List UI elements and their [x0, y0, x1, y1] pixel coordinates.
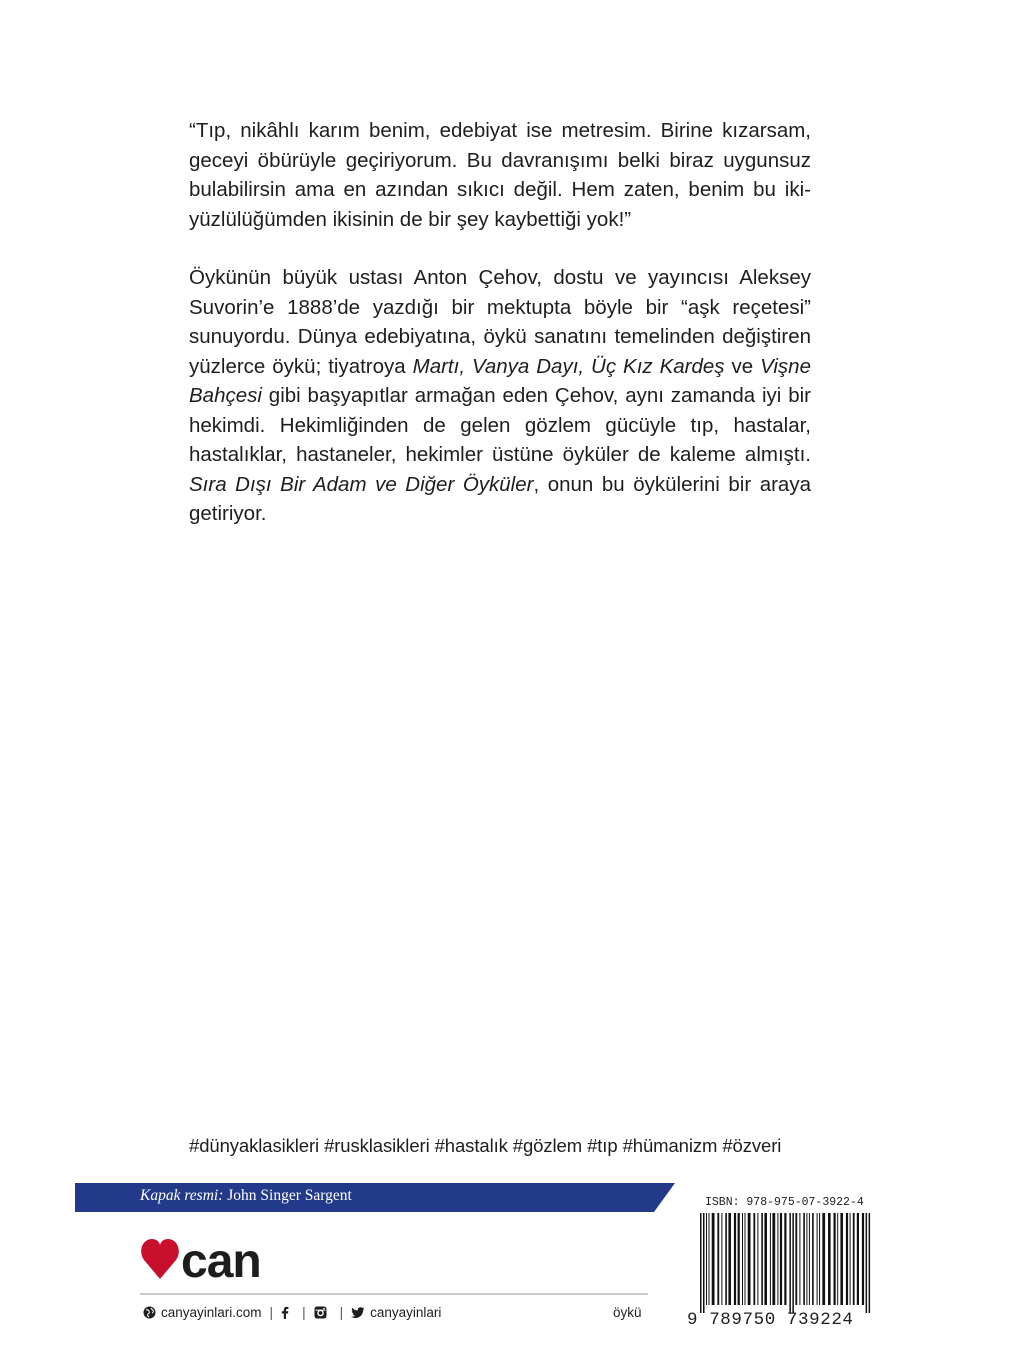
hashtags: #dünyaklasikleri #rusklasikleri #hastalık #gözlem #tıp #hümanizm #özveri [189, 1135, 782, 1156]
barcode-bar [822, 1213, 825, 1305]
logo-wordmark: can [181, 1236, 261, 1282]
book-title: Sıra Dışı Bir Adam ve Diğer Öyküler [189, 472, 534, 496]
description-part-4: , onun bu öykülerini bir araya getiriyor. [189, 472, 811, 525]
barcode-bar [828, 1213, 831, 1305]
separator: | [302, 1305, 306, 1320]
barcode-bar [795, 1213, 797, 1305]
book-description [189, 263, 811, 529]
heart-icon [141, 1239, 179, 1279]
separator: | [269, 1305, 274, 1320]
barcode-bar [789, 1213, 791, 1313]
instagram-icon[interactable] [314, 1306, 327, 1319]
barcode-bar [862, 1213, 864, 1305]
genre-label: öykü [613, 1305, 642, 1320]
barcode-bar [725, 1213, 727, 1305]
barcode-bar [819, 1213, 820, 1305]
barcode-bar [817, 1213, 818, 1305]
social-handle-link[interactable]: canyayinlari [370, 1305, 442, 1320]
cover-credit-name: John Singer Sargent [227, 1187, 352, 1204]
barcode [698, 1213, 876, 1313]
can-publisher-logo [140, 1236, 290, 1282]
barcode-bar [700, 1213, 702, 1313]
description-paragraph [189, 263, 811, 529]
barcode-bar [780, 1213, 782, 1305]
barcode-bar [866, 1213, 868, 1313]
barcode-bar [745, 1213, 746, 1305]
website-link[interactable]: canyayinlari.com [161, 1305, 262, 1320]
barcode-bar [799, 1213, 800, 1305]
barcode-bar [764, 1213, 767, 1305]
barcode-bar [837, 1213, 838, 1305]
globe-icon [143, 1306, 156, 1319]
barcode-bar [738, 1213, 740, 1305]
barcode-bar [792, 1213, 794, 1313]
barcode-bar [784, 1213, 786, 1305]
footer-divider [140, 1293, 648, 1295]
barcode-bar [706, 1213, 707, 1305]
barcode-bar [853, 1213, 855, 1305]
barcode-bar [812, 1213, 814, 1305]
barcode-bar [709, 1213, 710, 1305]
barcode-bar [846, 1213, 848, 1305]
barcode-bar [734, 1213, 736, 1305]
barcode-bar [717, 1213, 719, 1305]
barcode-bar [834, 1213, 836, 1305]
description-part-2: ve [724, 354, 761, 378]
barcode-bar [703, 1213, 705, 1313]
play-titles: Martı, Vanya Dayı, Üç Kız Kardeş [412, 354, 725, 378]
footer-links [143, 1305, 441, 1320]
quote-text: “Tıp, nikâhlı karım benim, edebiyat ise metresim. Birine kızarsam, geceyi öbürüyle geçiriyorum. Bu davranışımı belki biraz uygunsuz bulabilirsin ama en azından sıkıcı değil. Hem zaten, benim bu iki-yüzlülüğümden ikisinin de bir şey kaybettiği yok!” [189, 119, 811, 231]
cover-credit-label: Kapak resmi: [140, 1187, 224, 1204]
barcode-bar [728, 1213, 731, 1305]
barcode-bar [806, 1213, 807, 1305]
barcode-bar [803, 1213, 805, 1305]
isbn-label: ISBN: 978-975-07-3922-4 [705, 1196, 864, 1209]
barcode-bar [748, 1213, 751, 1305]
barcode-bar [742, 1213, 743, 1305]
barcode-bar [761, 1213, 763, 1305]
description-part-1: Öykünün büyük ustası Anton Çehov, dostu ve yayıncısı Aleksey Suvorin’e 1888’de yazdığı bir mektupta böyle bir “aşk reçetesi” sunuyordu. Dünya edebiyatına, öykü sanatını temelinden değiştiren yüzlerce öykü; tiyatroya [189, 266, 811, 378]
play-title-cherry-orchard: Vişne Bahçesi [189, 354, 811, 407]
twitter-icon[interactable] [351, 1307, 365, 1319]
barcode-bar [840, 1213, 843, 1305]
barcode-bar [721, 1213, 722, 1305]
description-part-3: gibi başyapıtlar armağan eden Çehov, aynı zamanda iyi bir hekimdi. Hekimliğinden de gelen gözlem gücüyle tıp, hastalar, hastalıklar, hastaneler, hekimler üstüne öyküler de kaleme almıştı. [189, 384, 811, 466]
back-cover-quote [189, 116, 811, 234]
barcode-bar [850, 1213, 851, 1305]
barcode-bar [770, 1213, 771, 1305]
cover-credit [140, 1187, 352, 1205]
barcode-bar [772, 1213, 775, 1305]
barcode-bar [757, 1213, 758, 1305]
barcode-bar [712, 1213, 715, 1305]
barcode-digits: 9 789750 739224 [687, 1310, 854, 1330]
facebook-icon[interactable] [281, 1306, 289, 1319]
barcode-bar [869, 1213, 871, 1313]
barcode-bar [809, 1213, 810, 1305]
barcode-bar [753, 1213, 755, 1305]
separator: | [339, 1305, 344, 1320]
barcode-bar [777, 1213, 778, 1305]
barcode-bar [857, 1213, 859, 1305]
